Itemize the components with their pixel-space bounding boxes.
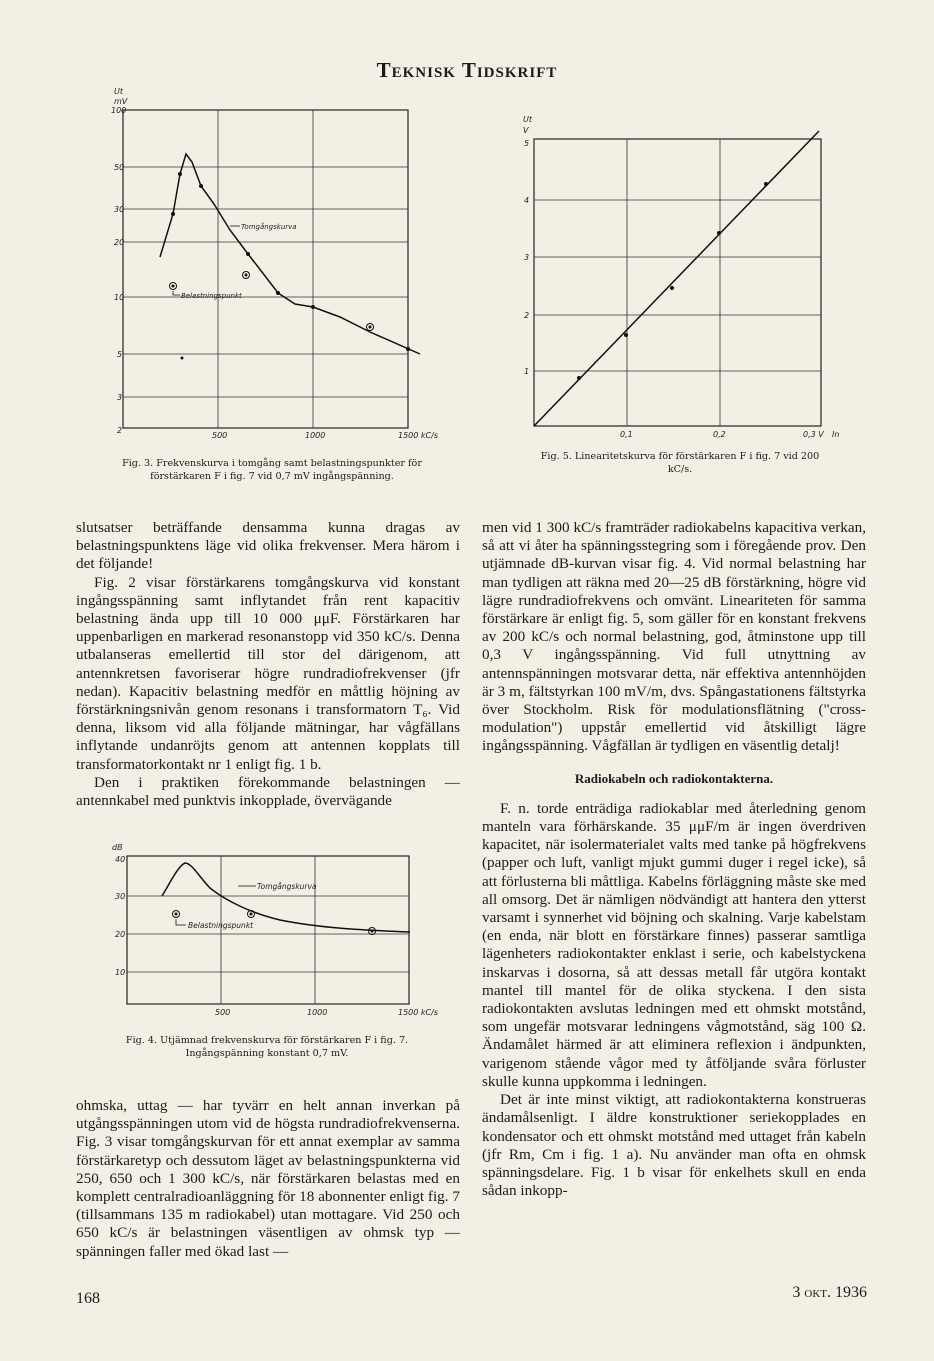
fig4-ytick-10: 10 (115, 968, 126, 977)
fig5-xtick-02: 0,2 (713, 430, 726, 439)
fig3-caption: Fig. 3. Frekvenskurva i tomgång samt belastningspunkter för förstärkaren F i fig. 7 vid 0,7 mV ingångspänning. (122, 458, 422, 482)
fig4-chart (100, 838, 445, 1030)
fig3-xtick-500: 500 (212, 431, 228, 440)
fig3-label-points: Belastningspunkt (181, 292, 242, 300)
fig4-ytick-20: 20 (115, 930, 126, 939)
fig3-y-unit (114, 87, 128, 106)
fig5-frame (534, 139, 821, 426)
fig5-y-ticks (524, 139, 529, 376)
fig5-ytick-3: 3 (524, 253, 530, 262)
fig3-xtick-1500: 1500 kC/s (398, 431, 438, 440)
journal-title: Teknisk Tidskrift (376, 58, 558, 82)
fig5-points (577, 182, 768, 380)
fig3-grid (123, 110, 408, 428)
fig4-y-ticks (115, 855, 125, 977)
right-paragraph-2: F. n. torde enträdiga radiokablar med återledning genom manteln vara förhärskande. 35 μμF/m är ingen överdriven kapacitet, när isolermaterialet valts med tanke på högfrekvens (papper och luft, vanligt mjukt gummi duger i regel icke), så att förlusterna bli måttliga. Kabelns förläggning måste ske med all omsorg. Det är nämligen nödvändigt att hantera den ytterst varsamt i synnerhet vid böjning och skalning. Varje kabelstam (en enda, när blott en förstärkare finnes) passerar samtliga lägenheters radiokontakter enklast i serie, och kabelstyckena inskarvas i dosorna, så att dessas metall får utgöra kontakt mantel till mantel för de olika styckena. I den sista radiokontakten avslutas ledningen med ett ohmskt motstånd, som ungefär motsvarar ledningens vågmotstånd, säg 100 Ω. Ändamålet härmed är att eliminera reflexion i ändpunkten, varigenom stående vågor med ty åtföljande svåra förluster skulle kunna uppkomma i ledningen. (482, 799, 866, 1090)
fig5-ytick-4: 4 (524, 196, 530, 205)
fig5-x-ticks (620, 430, 839, 439)
fig4-y-unit: dB (112, 843, 123, 852)
issue-date: 3 okt. 1936 (792, 1284, 867, 1301)
left-column-top (76, 519, 460, 810)
fig3-curve-points (171, 172, 410, 360)
fig3-label-curve: Tomgångskurva (241, 223, 297, 231)
fig4-label-points: Belastningspunkt (188, 921, 254, 930)
fig3-ytick-30: 30 (114, 205, 125, 214)
fig3-belastning-points (170, 272, 374, 331)
fig3-ytick-100: 100 (111, 106, 127, 115)
fig5-ytick-2: 2 (524, 311, 530, 320)
fig5-grid (534, 139, 821, 426)
fig3-y-unit-1: Ut (114, 87, 123, 96)
fig4-caption: Fig. 4. Utjämnad frekvenskurva för förstärkaren F i fig. 7. Ingångspänning konstant 0,7 mV. (125, 1035, 409, 1059)
fig5-y-unit-2: V (523, 126, 529, 135)
left-paragraph-4: ohmska, uttag — har tyvärr en helt annan inverkan på utgångsspänningen utom vid de högsta rundradiofrekvenserna. Fig. 3 visar tomgångskurvan för ett annat exemplar av samma förstärkaretyp och dessutom läget av belastningspunkterna vid 250, 650 och 1 300 kC/s, när förstärkaren belastas med en komplett centralradioanläggning för 18 abonnenter enligt fig. 7 (tillsammans 135 m radiokabel) utan mottagare. Vid 250 och 650 kC/s är belastningen väsentligen av ohmsk typ — spänningen faller med ökad last — (76, 1097, 460, 1260)
right-column (482, 519, 866, 1200)
fig3-ytick-50: 50 (114, 163, 125, 172)
fig4-ytick-40: 40 (115, 855, 126, 864)
right-paragraph-1: men vid 1 300 kC/s framträder radiokabelns kapacitiva verkan, så att vi åter ha spänningsstegring som i föregående prov. Den utjämnade dB-kurvan visar fig. 4. Vid normal belastning har man tydligen att räkna med 20—25 dB förstärkning, högre vid lägre rundradiofrekvens och omvänt. Lineariteten för samma förstärkare är enligt fig. 5, som gäller för en konstant frekvens av 200 kC/s och normal belastning, god, åtminstone upp till 0,3 V ingångsspänning. Vid full utnyttning av antennspänningen motsvarar detta, när effektiva antennhöjden är 3 m, fältstyrkan 100 mV/m, dvs. Spångastationens fältstyrka över Stockholm. Risk för modulationsflätning ("cross-modulation") uppstår emellertid vid åtskilligt lägre ingångsspänning. Vågfällan är tydligen en väsentlig detalj! (482, 519, 866, 755)
fig3-ytick-2: 2 (117, 426, 123, 435)
fig4-ytick-30: 30 (115, 892, 126, 901)
left-column-bottom (76, 1097, 460, 1261)
fig4-x-ticks (215, 1008, 438, 1017)
fig5-x-unit: In (832, 430, 840, 439)
fig4-xtick-500: 500 (215, 1008, 231, 1017)
page-number: 168 (76, 1290, 100, 1307)
fig3-ytick-5: 5 (117, 350, 123, 359)
fig5-ytick-5: 5 (524, 139, 530, 148)
left-paragraph-3: Den i praktiken förekommande belastningen — antennkabel med punktvis inkopplade, övervägande (76, 773, 460, 810)
fig3-y-unit-2: mV (114, 97, 128, 106)
left-paragraph-1: slutsatser beträffande densamma kunna dragas av belastningspunktens läge vid olika frekvenser. Mera härom i det följande! (76, 519, 460, 573)
fig3-xtick-1000: 1000 (305, 431, 326, 440)
fig3-ytick-3: 3 (117, 393, 123, 402)
fig3-x-ticks (212, 431, 438, 440)
fig5-caption: Fig. 5. Linearitetskurva för förstärkaren F i fig. 7 vid 200 kC/s. (540, 451, 820, 475)
fig3-ytick-20: 20 (114, 238, 125, 247)
fig5-xtick-03: 0,3 V (803, 430, 824, 439)
fig4-xtick-1000: 1000 (307, 1008, 328, 1017)
right-paragraph-3: Det är inte minst viktigt, att radiokontakterna konstrueras ändamålsenligt. I äldre konstruktioner seriekopplades en kondensator och ett ohmskt motstånd med uttaget från kabeln (jfr Rm, Cm i fig. 1 a). Nu använder man ofta en ohmsk spänningsdelare. Fig. 1 b visar för enkelhets skull en enda sådan inkopp- (482, 1091, 866, 1200)
fig5-linearity-line (534, 131, 819, 426)
fig5-y-unit-1: Ut (523, 115, 532, 124)
fig5-chart (505, 106, 850, 446)
fig5-xtick-01: 0,1 (620, 430, 633, 439)
fig3-frame (123, 110, 408, 428)
left-paragraph-2: Fig. 2 visar förstärkarens tomgångskurva vid konstant ingångsspänning samt inflytandet från rent kapacitiv belastning ända upp till 10 000 μμF. Förstärkaren har uppenbarligen en markerad resonanstopp vid 350 kC/s. Denna utbalanseras emellertid till stor del därigenom, att antennkretsen favoriserar högre rundradiofrekvenser (jfr nedan). Kapacitiv belastning medför en måttlig höjning av förstärkningsnivån genom resonans i transformatorn T₆. Vid denna, liksom vid alla följande mätningar, har vågfällans inflytande undanröjts genom att antennen kopplats till transformatorkontakt nr 1 enligt fig. 1 b. (76, 573, 460, 773)
fig3-chart (100, 82, 440, 447)
fig3-y-ticks (111, 106, 126, 435)
fig3-tomgang-curve (160, 154, 420, 354)
fig5-ytick-1: 1 (524, 367, 530, 376)
fig4-label-curve: Tomgångskurva (257, 882, 317, 891)
fig3-ytick-10: 10 (114, 293, 125, 302)
section-title: Radiokabeln och radiokontakterna. (574, 770, 774, 786)
fig4-xtick-1500: 1500 kC/s (398, 1008, 438, 1017)
